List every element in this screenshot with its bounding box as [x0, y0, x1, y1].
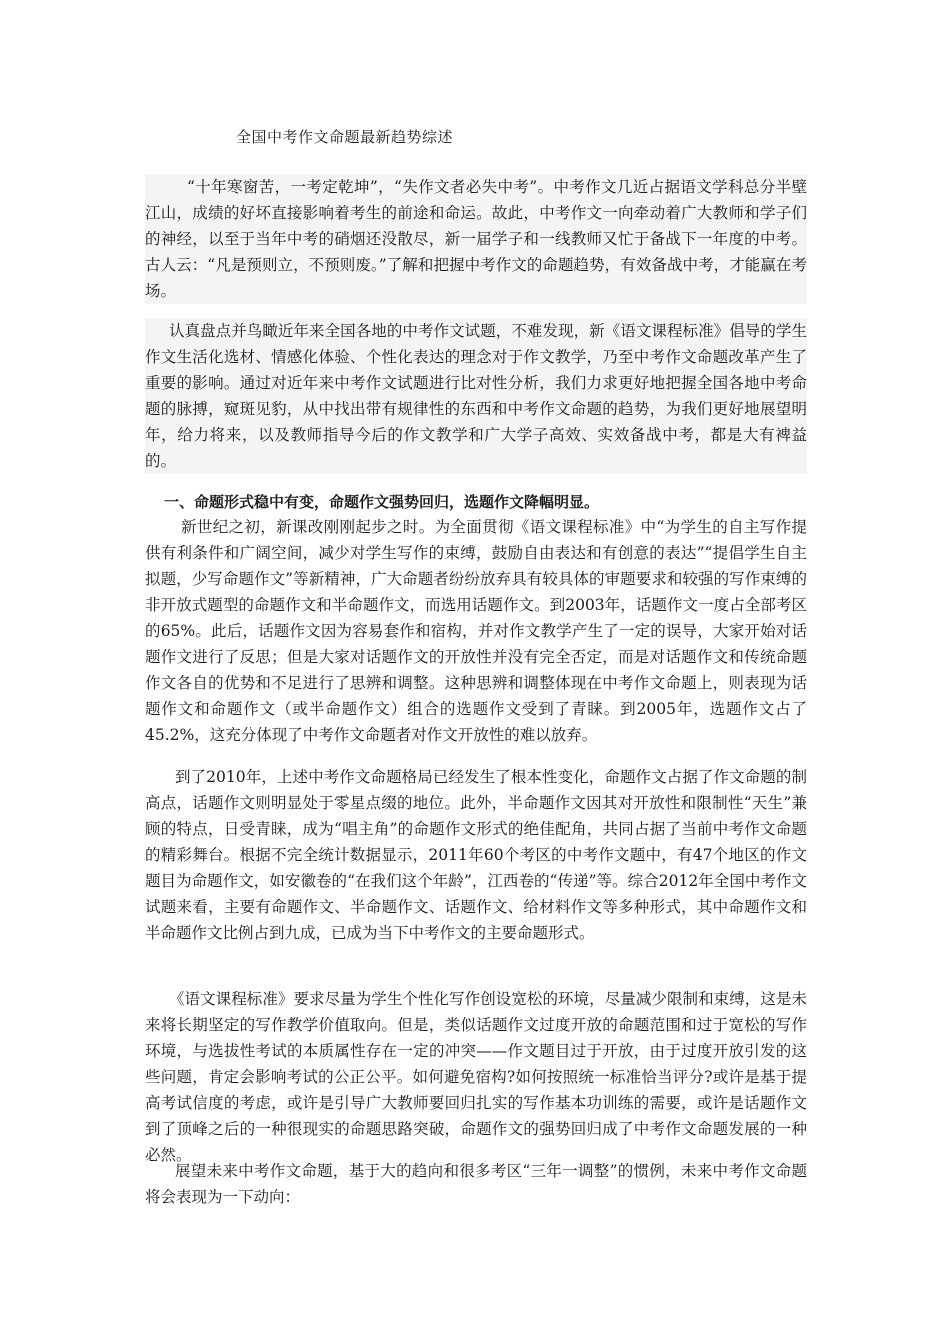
paragraph-outlook: 展望未来中考作文命题，基于大的趋向和很多考区“三年一调整”的惯例，未来中考作文命题将会表现为一下动向： — [145, 1162, 807, 1206]
document-title: 全国中考作文命题最新趋势综述 — [236, 128, 454, 146]
paragraph-overview: 认真盘点并鸟瞰近年来全国各地的中考作文试题，不难发现，新《语文课程标准》倡导的学生作文生活化选材、情感化体验、个性化表达的理念对于作文教学，乃至中考作文命题改革产生了重要的影响。通过对近年来中考作文试题进行比对性分析，我们力求更好地把握全国各地中考命题的脉搏，窥斑见豹，从中找出带有规律性的东西和中考作文命题的趋势，为我们更好地展望明年，给力将来，以及教师指导今后的作文教学和广大学子高效、实效备战中考，都是大有裨益的。 — [145, 318, 807, 474]
paragraph-standards: 《语文课程标准》要求尽量为学生个性化写作创设宽松的环境，尽量减少限制和束缚，这是未来将长期坚定的写作教学价值取向。但是，类似话题作文过度开放的命题范围和过于宽松的写作环境，与选拔性考试的本质属性存在一定的冲突——作文题目过于开放，由于过度开放引发的这些问题，肯定会影响考试的公正公平。如何避免宿构?如何按照统一标准恰当评分?或许是基于提高考试信度的考虑，或许是引导广大教师要回归扎实的写作基本功训练的需要，或许是话题作文到了顶峰之后的一种很现实的命题思路突破，命题作文的强势回归成了中考作文命题发展的一种必然。 — [145, 990, 807, 1164]
section-heading: 一、命题形式稳中有变，命题作文强势回归，选题作文降幅明显。 — [164, 493, 600, 511]
paragraph-history: 新世纪之初，新课改刚刚起步之时。为全面贯彻《语文课程标准》中“为学生的自主写作提供有利条件和广阔空间，减少对学生写作的束缚，鼓励自由表达和有创意的表达”“提倡学生自主拟题，少写命题作文”等新精神，广大命题者纷纷放弃具有较具体的审题要求和较强的写作束缚的非开放式题型的命题作文和半命题作文，而选用话题作文。到2003年，话题作文一度占全部考区的65%。此后，话题作文因为容易套作和宿构，并对作文教学产生了一定的误导，大家开始对话题作文进行了反思；但是大家对话题作文的开放性并没有完全否定，而是对话题作文和传统命题作文各自的优势和不足进行了思辨和调整。这种思辨和调整体现在中考作文命题上，则表现为话题作文和命题作文（或半命题作文）组合的选题作文受到了青睐。到2005年，选题作文占了45.2%，这充分体现了中考作文命题者对作文开放性的难以放弃。 — [145, 518, 807, 744]
intro-paragraph: “十年寒窗苦，一考定乾坤”，“失作文者必失中考”。中考作文几近占据语文学科总分半壁江山，成绩的好坏直接影响着考生的前途和命运。故此，中考作文一向牵动着广大教师和学子们的神经，以至于当年中考的硝烟还没散尽，新一届学子和一线教师又忙于备战下一年度的中考。古人云：“凡是预则立，不预则废。”了解和把握中考作文的命题趋势，有效备战中考，才能赢在考场。 — [145, 174, 807, 304]
paragraph-current-trend: 到了2010年，上述中考作文命题格局已经发生了根本性变化，命题作文占据了作文命题的制高点，话题作文则明显处于零星点缀的地位。此外，半命题作文因其对开放性和限制性“天生”兼顾的特点，日受青睐，成为“唱主角”的命题作文形式的绝佳配角，共同占据了当前中考作文命题的精彩舞台。根据不完全统计数据显示，2011年60个考区的中考作文题中，有47个地区的作文题目为命题作文，如安徽卷的“在我们这个年龄”，江西卷的“传递”等。综合2012年全国中考作文试题来看，主要有命题作文、半命题作文、话题作文、给材料作文等多种形式，其中命题作文和半命题作文比例占到九成，已成为当下中考作文的主要命题形式。 — [145, 768, 807, 942]
